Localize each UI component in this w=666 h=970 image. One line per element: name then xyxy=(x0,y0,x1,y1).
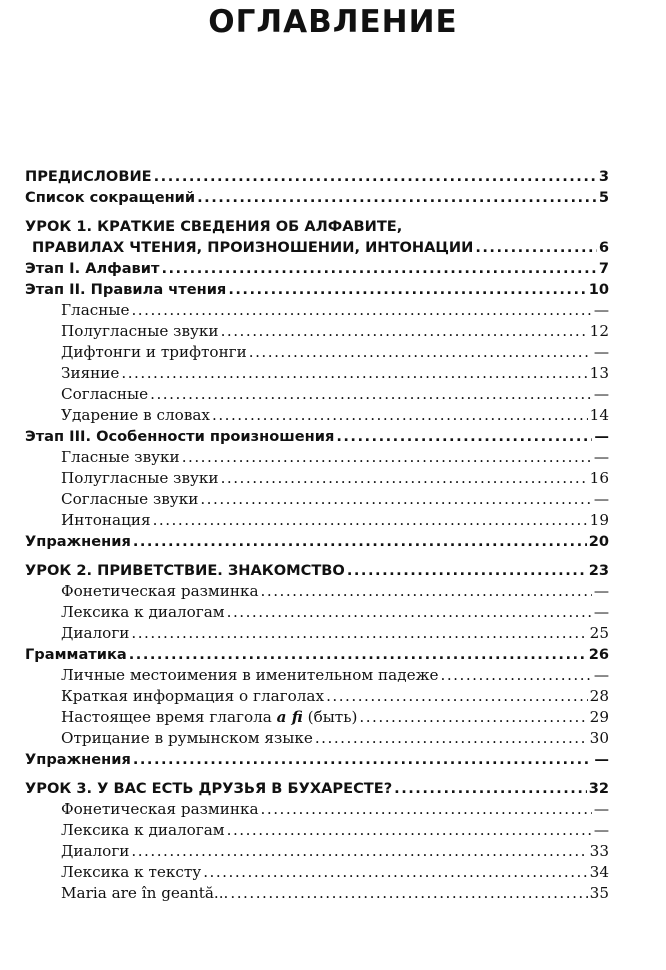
toc-page-number: — xyxy=(593,666,609,684)
toc-page-number: — xyxy=(594,428,609,445)
dot-leader xyxy=(230,883,587,904)
toc-page-number: — xyxy=(593,490,609,508)
dot-leader xyxy=(131,623,587,644)
toc-page-number: 23 xyxy=(588,562,609,579)
toc-entry-title xyxy=(61,405,210,426)
toc-entry-title xyxy=(61,799,259,820)
toc-entry-text: Упражнения xyxy=(25,751,131,768)
toc-entry-text: Этап III. Особенности произношения xyxy=(25,428,335,445)
toc-entry-text: Полугласные звуки xyxy=(61,469,219,487)
page-title: ОГЛАВЛЕНИЕ xyxy=(208,4,458,40)
table-of-contents xyxy=(25,166,609,904)
toc-page-number: 20 xyxy=(588,533,609,550)
toc-page-number: 14 xyxy=(589,406,609,424)
toc-entry-title xyxy=(61,300,129,321)
dot-leader xyxy=(221,321,588,342)
toc-entry-title xyxy=(25,644,127,665)
toc-page-number: 26 xyxy=(588,646,609,663)
dot-leader xyxy=(153,510,588,531)
toc-entry-title xyxy=(25,187,195,208)
toc-entry-text: Настоящее время глагола xyxy=(61,708,272,726)
toc-entry xyxy=(25,623,609,644)
toc-entry-title xyxy=(25,166,152,187)
toc-page-number: 25 xyxy=(589,624,609,642)
toc-entry-title xyxy=(61,581,259,602)
toc-page-number: 34 xyxy=(589,863,609,881)
toc-entry xyxy=(25,300,609,321)
toc-entry-title xyxy=(61,728,313,749)
toc-entry xyxy=(25,581,609,602)
toc-page-number: 13 xyxy=(589,364,609,382)
toc-entry-text: Фонетическая разминка xyxy=(61,582,259,600)
toc-entry-text: ПРЕДИСЛОВИЕ xyxy=(25,168,152,185)
dot-leader xyxy=(315,728,588,749)
toc-entry-title xyxy=(61,862,201,883)
toc-entry-text: Диалоги xyxy=(61,842,130,860)
toc-page-number: 33 xyxy=(589,842,609,860)
toc-entry-title xyxy=(61,665,439,686)
dot-leader xyxy=(228,279,586,300)
dot-leader xyxy=(441,665,592,686)
toc-page-number: 16 xyxy=(589,469,609,487)
toc-page-number: 30 xyxy=(589,729,609,747)
toc-entry-title xyxy=(61,686,324,707)
dot-leader xyxy=(133,531,587,552)
toc-entry-text: Грамматика xyxy=(25,646,127,663)
toc-entry-emphasis: a fi xyxy=(276,708,303,726)
toc-entry xyxy=(25,707,609,728)
toc-entry-text: Лексика к диалогам xyxy=(61,821,225,839)
toc-entry-text: УРОК 2. ПРИВЕТСТВИЕ. ЗНАКОМСТВО xyxy=(25,562,345,579)
toc-page-number: 32 xyxy=(588,780,609,797)
dot-leader xyxy=(336,426,592,447)
toc-entry xyxy=(25,862,609,883)
dot-leader xyxy=(182,447,592,468)
toc-entry-text: Лексика к диалогам xyxy=(61,603,225,621)
toc-entry-title xyxy=(61,489,198,510)
toc-page-number: 29 xyxy=(589,708,609,726)
dot-leader xyxy=(197,187,597,208)
toc-entry-text: Этап I. Алфавит xyxy=(25,260,160,277)
toc-entry-text: Гласные звуки xyxy=(61,448,180,466)
toc-entry xyxy=(25,363,609,384)
toc-entry xyxy=(25,258,609,279)
dot-leader xyxy=(394,778,587,799)
toc-entry xyxy=(25,531,609,552)
toc-entry xyxy=(25,644,609,665)
toc-entry xyxy=(25,686,609,707)
toc-entry-title xyxy=(61,363,119,384)
toc-entry xyxy=(25,237,609,258)
dot-leader xyxy=(347,560,587,581)
toc-entry-title xyxy=(61,623,129,644)
toc-entry xyxy=(25,602,609,623)
toc-entry-title xyxy=(25,749,131,770)
toc-entry-title xyxy=(61,342,247,363)
toc-entry xyxy=(25,384,609,405)
toc-entry-text: Краткая информация о глаголах xyxy=(61,687,325,705)
dot-leader xyxy=(227,602,592,623)
dot-leader xyxy=(261,799,592,820)
toc-entry xyxy=(25,799,609,820)
toc-entry xyxy=(25,321,609,342)
toc-entry xyxy=(25,426,609,447)
toc-entry xyxy=(25,728,609,749)
toc-entry-text: Maria are în geantă... xyxy=(61,884,229,902)
dot-leader xyxy=(203,862,587,883)
dot-leader xyxy=(221,468,588,489)
toc-entry xyxy=(25,820,609,841)
toc-entry xyxy=(25,342,609,363)
toc-entry xyxy=(25,510,609,531)
toc-page-number: 5 xyxy=(598,189,609,206)
toc-entry-text: Зияние xyxy=(61,364,120,382)
toc-entry-text: Фонетическая разминка xyxy=(61,800,259,818)
toc-page-number: — xyxy=(593,343,609,361)
toc-entry-title xyxy=(61,707,357,728)
toc-entry-title xyxy=(25,216,609,237)
toc-entry xyxy=(25,883,609,904)
toc-entry-title xyxy=(25,258,159,279)
toc-entry xyxy=(25,778,609,799)
toc-entry-text: Гласные xyxy=(61,301,130,319)
dot-leader xyxy=(150,384,592,405)
toc-entry-title xyxy=(25,279,226,300)
toc-entry-text: Личные местоимения в именительном падеже xyxy=(61,666,439,684)
dot-leader xyxy=(200,489,591,510)
toc-entry xyxy=(25,447,609,468)
toc-entry-text: Полугласные звуки xyxy=(61,322,219,340)
dot-leader xyxy=(249,342,592,363)
toc-entry xyxy=(25,560,609,581)
toc-entry-title xyxy=(61,841,129,862)
toc-entry-title xyxy=(61,820,225,841)
toc-page-number: 19 xyxy=(589,511,609,529)
toc-entry-title xyxy=(61,510,151,531)
toc-entry xyxy=(25,279,609,300)
toc-entry xyxy=(25,665,609,686)
dot-leader xyxy=(161,258,596,279)
dot-leader xyxy=(261,581,592,602)
toc-entry-text: Согласные xyxy=(61,385,149,403)
toc-entry-title xyxy=(25,778,392,799)
dot-leader xyxy=(131,841,587,862)
toc-entry xyxy=(25,166,609,187)
toc-page-number: — xyxy=(593,385,609,403)
toc-entry-text: Этап II. Правила чтения xyxy=(25,281,227,298)
toc-entry-title xyxy=(61,384,148,405)
toc-page-number: 12 xyxy=(589,322,609,340)
toc-entry-text: ПРАВИЛАХ ЧТЕНИЯ, ПРОИЗНОШЕНИИ, ИНТОНАЦИИ xyxy=(32,239,474,256)
toc-page-number: — xyxy=(593,603,609,621)
toc-entry xyxy=(25,216,609,237)
toc-entry-text: Интонация xyxy=(61,511,151,529)
toc-entry-title xyxy=(25,531,131,552)
toc-entry xyxy=(25,489,609,510)
dot-leader xyxy=(475,237,597,258)
dot-leader xyxy=(359,707,587,728)
toc-page-number: — xyxy=(593,448,609,466)
toc-entry xyxy=(25,187,609,208)
dot-leader xyxy=(121,363,587,384)
dot-leader xyxy=(212,405,588,426)
toc-entry-text: УРОК 3. У ВАС ЕСТЬ ДРУЗЬЯ В БУХАРЕСТЕ? xyxy=(25,780,393,797)
toc-entry xyxy=(25,405,609,426)
toc-page-number: 10 xyxy=(588,281,609,298)
toc-page-number: — xyxy=(593,800,609,818)
toc-entry-text: Дифтонги и трифтонги xyxy=(61,343,247,361)
toc-entry-title xyxy=(32,237,473,258)
dot-leader xyxy=(133,749,593,770)
toc-page-number: — xyxy=(594,751,609,768)
toc-entry xyxy=(25,841,609,862)
toc-page-number: — xyxy=(593,301,609,319)
toc-entry-title xyxy=(61,321,219,342)
toc-entry-title xyxy=(61,468,219,489)
toc-entry-title xyxy=(61,447,180,468)
toc-page-number: — xyxy=(593,582,609,600)
toc-page-number: 35 xyxy=(589,884,609,902)
toc-entry-title xyxy=(25,426,334,447)
dot-leader xyxy=(154,166,597,187)
toc-entry-text: Упражнения xyxy=(25,533,131,550)
toc-entry-text: Лексика к тексту xyxy=(61,863,202,881)
toc-entry-text: УРОК 1. КРАТКИЕ СВЕДЕНИЯ ОБ АЛФАВИТЕ, xyxy=(25,218,403,235)
toc-entry-suffix: (быть) xyxy=(302,708,358,726)
toc-entry-title xyxy=(25,560,345,581)
toc-page-number: 6 xyxy=(598,239,609,256)
toc-page-number: — xyxy=(593,821,609,839)
dot-leader xyxy=(326,686,588,707)
toc-entry-text: Ударение в словах xyxy=(61,406,210,424)
dot-leader xyxy=(227,820,592,841)
toc-page-number: 7 xyxy=(598,260,609,277)
toc-entry-text: Список сокращений xyxy=(25,189,196,206)
toc-entry-text: Диалоги xyxy=(61,624,130,642)
toc-entry-text: Согласные звуки xyxy=(61,490,199,508)
toc-entry-text: Отрицание в румынском языке xyxy=(61,729,313,747)
toc-entry xyxy=(25,468,609,489)
dot-leader xyxy=(129,644,587,665)
toc-page-number: 3 xyxy=(598,168,609,185)
toc-page-number: 28 xyxy=(589,687,609,705)
toc-entry-title xyxy=(61,602,225,623)
toc-entry-title xyxy=(61,883,228,904)
toc-entry xyxy=(25,749,609,770)
dot-leader xyxy=(131,300,591,321)
